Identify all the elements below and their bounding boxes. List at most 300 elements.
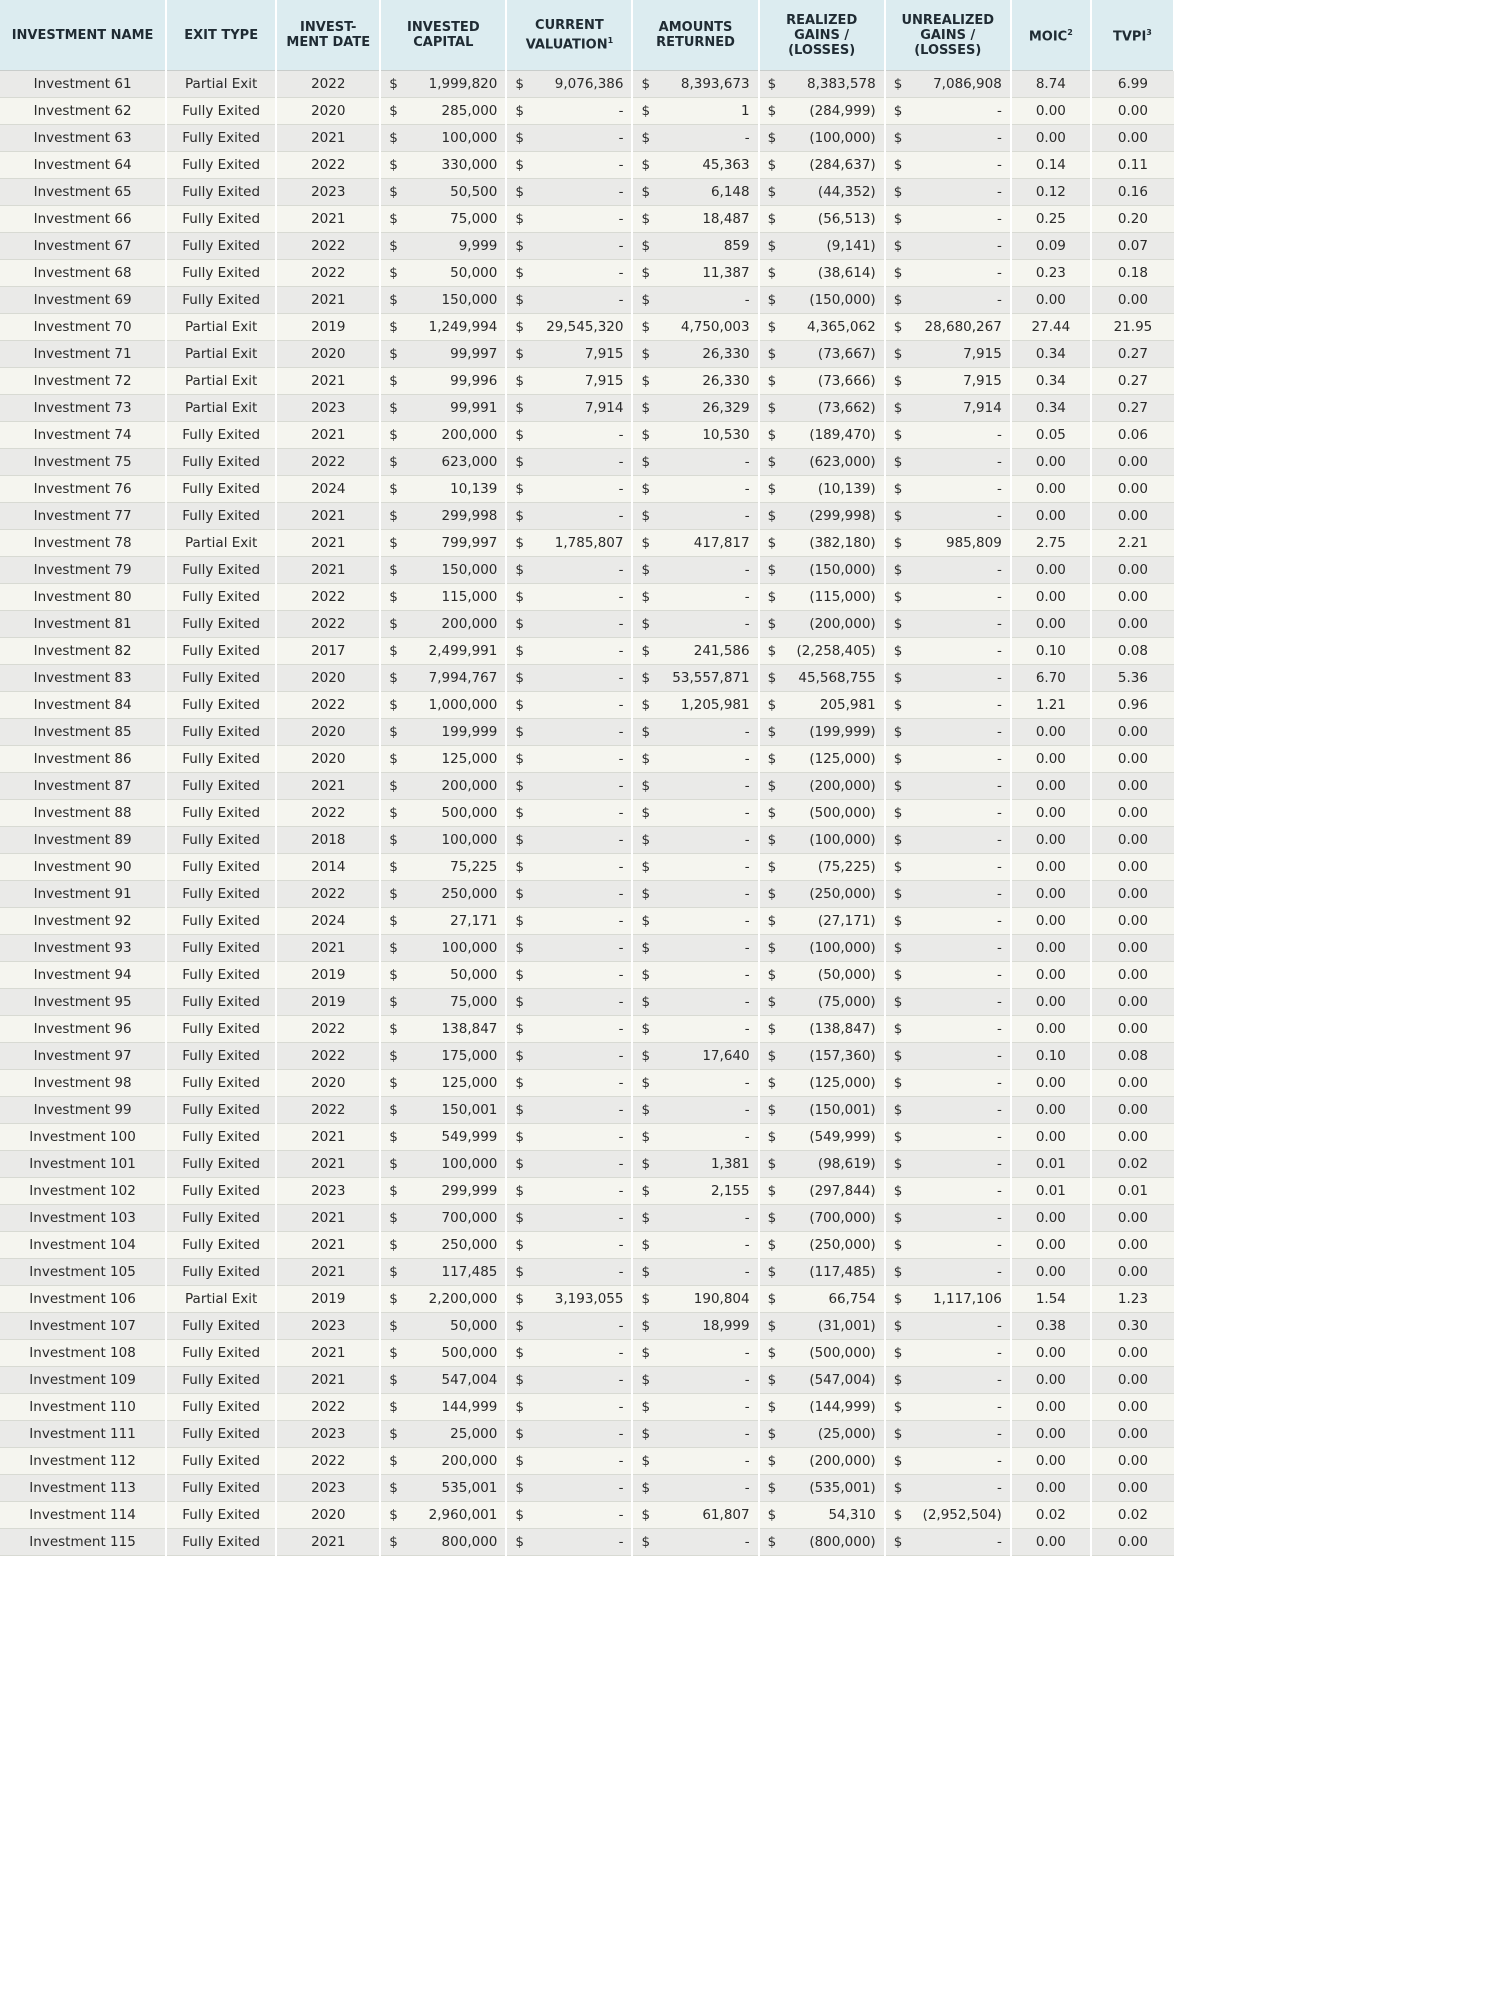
table-row — [0, 1448, 1174, 1475]
cell-returned-currency: $ — [632, 881, 654, 908]
cell-current-currency: $ — [506, 98, 528, 125]
header-date-line1: INVEST- — [300, 20, 357, 35]
cell-realized-currency: $ — [759, 584, 781, 611]
table-row — [0, 1259, 1174, 1286]
header-unrealized-line1: UNREALIZED — [901, 12, 995, 28]
cell-moic: 0.00 — [1011, 611, 1091, 638]
cell-invested-capital: 2,960,001 — [402, 1502, 506, 1529]
cell-invested-capital: 9,999 — [402, 233, 506, 260]
cell-tvpi: 0.27 — [1091, 368, 1174, 395]
cell-current-valuation: - — [528, 1178, 632, 1205]
cell-moic: 0.12 — [1011, 179, 1091, 206]
cell-invested-capital: 150,000 — [402, 557, 506, 584]
cell-unrealized-currency: $ — [885, 584, 907, 611]
cell-invested-currency: $ — [380, 314, 402, 341]
cell-exit-type: Fully Exited — [166, 260, 276, 287]
cell-investment-name: Investment 115 — [0, 1529, 166, 1556]
cell-tvpi: 0.00 — [1091, 1340, 1174, 1367]
cell-exit-type: Partial Exit — [166, 1286, 276, 1313]
cell-exit-type: Partial Exit — [166, 368, 276, 395]
header-investment-name-label: INVESTMENT NAME — [11, 27, 154, 43]
cell-returned-currency: $ — [632, 1529, 654, 1556]
cell-investment-date: 2021 — [276, 1124, 380, 1151]
table-row — [0, 341, 1174, 368]
cell-realized-currency: $ — [759, 476, 781, 503]
cell-unrealized-currency: $ — [885, 206, 907, 233]
cell-invested-capital: 800,000 — [402, 1529, 506, 1556]
cell-current-valuation: - — [528, 1151, 632, 1178]
cell-current-valuation: - — [528, 935, 632, 962]
table-row — [0, 1340, 1174, 1367]
cell-returned-currency: $ — [632, 692, 654, 719]
cell-exit-type: Fully Exited — [166, 692, 276, 719]
cell-invested-currency: $ — [380, 800, 402, 827]
cell-amounts-returned: - — [655, 1232, 759, 1259]
header-moic-label: MOIC — [1028, 29, 1068, 45]
cell-current-valuation: - — [528, 1529, 632, 1556]
cell-investment-date: 2022 — [276, 449, 380, 476]
cell-tvpi: 21.95 — [1091, 314, 1174, 341]
cell-unrealized-currency: $ — [885, 1340, 907, 1367]
cell-realized-currency: $ — [759, 341, 781, 368]
cell-investment-date: 2022 — [276, 1097, 380, 1124]
cell-unrealized-gains: - — [907, 287, 1011, 314]
cell-investment-date: 2021 — [276, 1529, 380, 1556]
cell-moic: 0.00 — [1011, 854, 1091, 881]
cell-amounts-returned: 11,387 — [655, 260, 759, 287]
cell-realized-currency: $ — [759, 935, 781, 962]
cell-unrealized-currency: $ — [885, 773, 907, 800]
cell-investment-name: Investment 79 — [0, 557, 166, 584]
cell-realized-currency: $ — [759, 395, 781, 422]
cell-invested-capital: 623,000 — [402, 449, 506, 476]
cell-invested-currency: $ — [380, 1475, 402, 1502]
cell-invested-capital: 75,000 — [402, 989, 506, 1016]
cell-tvpi: 0.00 — [1091, 800, 1174, 827]
cell-invested-capital: 125,000 — [402, 746, 506, 773]
cell-exit-type: Fully Exited — [166, 206, 276, 233]
cell-investment-date: 2021 — [276, 1205, 380, 1232]
cell-investment-name: Investment 76 — [0, 476, 166, 503]
table-row — [0, 152, 1174, 179]
cell-investment-date: 2021 — [276, 503, 380, 530]
cell-unrealized-currency: $ — [885, 1043, 907, 1070]
cell-exit-type: Fully Exited — [166, 1340, 276, 1367]
cell-moic: 0.10 — [1011, 638, 1091, 665]
cell-amounts-returned: 61,807 — [655, 1502, 759, 1529]
cell-current-valuation: - — [528, 260, 632, 287]
cell-exit-type: Fully Exited — [166, 1232, 276, 1259]
table-row — [0, 989, 1174, 1016]
cell-realized-currency: $ — [759, 1232, 781, 1259]
cell-unrealized-currency: $ — [885, 1232, 907, 1259]
cell-current-currency: $ — [506, 638, 528, 665]
cell-current-currency: $ — [506, 692, 528, 719]
cell-moic: 0.00 — [1011, 1205, 1091, 1232]
cell-moic: 0.00 — [1011, 1259, 1091, 1286]
header-realized-line1: REALIZED — [786, 12, 858, 28]
cell-moic: 0.00 — [1011, 287, 1091, 314]
cell-current-valuation: - — [528, 125, 632, 152]
cell-realized-currency: $ — [759, 665, 781, 692]
cell-realized-currency: $ — [759, 1043, 781, 1070]
cell-amounts-returned: - — [655, 1394, 759, 1421]
cell-unrealized-gains: - — [907, 206, 1011, 233]
cell-unrealized-currency: $ — [885, 422, 907, 449]
table-row — [0, 1529, 1174, 1556]
cell-current-valuation: 3,193,055 — [528, 1286, 632, 1313]
cell-moic: 6.70 — [1011, 665, 1091, 692]
cell-investment-name: Investment 61 — [0, 71, 166, 98]
cell-moic: 0.05 — [1011, 422, 1091, 449]
cell-unrealized-currency: $ — [885, 341, 907, 368]
cell-investment-name: Investment 95 — [0, 989, 166, 1016]
header-row — [0, 0, 1174, 71]
cell-tvpi: 0.00 — [1091, 935, 1174, 962]
cell-invested-currency: $ — [380, 908, 402, 935]
cell-moic: 0.00 — [1011, 1340, 1091, 1367]
cell-tvpi: 0.00 — [1091, 1097, 1174, 1124]
cell-realized-gains: (547,004) — [781, 1367, 885, 1394]
header-unrealized-line3: (LOSSES) — [914, 42, 982, 58]
cell-realized-gains: (31,001) — [781, 1313, 885, 1340]
cell-realized-gains: (100,000) — [781, 125, 885, 152]
cell-invested-currency: $ — [380, 611, 402, 638]
cell-unrealized-gains: - — [907, 773, 1011, 800]
cell-exit-type: Fully Exited — [166, 1529, 276, 1556]
cell-investment-date: 2022 — [276, 1448, 380, 1475]
cell-tvpi: 0.00 — [1091, 773, 1174, 800]
cell-tvpi: 0.07 — [1091, 233, 1174, 260]
cell-realized-currency: $ — [759, 1124, 781, 1151]
cell-amounts-returned: - — [655, 1097, 759, 1124]
cell-unrealized-currency: $ — [885, 1394, 907, 1421]
cell-investment-name: Investment 97 — [0, 1043, 166, 1070]
cell-exit-type: Fully Exited — [166, 989, 276, 1016]
cell-invested-capital: 150,001 — [402, 1097, 506, 1124]
cell-invested-currency: $ — [380, 1529, 402, 1556]
cell-exit-type: Fully Exited — [166, 287, 276, 314]
cell-investment-date: 2020 — [276, 719, 380, 746]
cell-tvpi: 0.08 — [1091, 638, 1174, 665]
cell-exit-type: Fully Exited — [166, 1475, 276, 1502]
cell-exit-type: Fully Exited — [166, 1070, 276, 1097]
cell-realized-gains: (75,225) — [781, 854, 885, 881]
cell-unrealized-currency: $ — [885, 1313, 907, 1340]
table-row — [0, 449, 1174, 476]
header-moic-footnote: 2 — [1067, 28, 1073, 38]
cell-investment-date: 2024 — [276, 476, 380, 503]
cell-tvpi: 6.99 — [1091, 71, 1174, 98]
cell-realized-currency: $ — [759, 287, 781, 314]
cell-unrealized-currency: $ — [885, 638, 907, 665]
table-row — [0, 638, 1174, 665]
cell-returned-currency: $ — [632, 1016, 654, 1043]
cell-amounts-returned: 17,640 — [655, 1043, 759, 1070]
cell-realized-gains: 54,310 — [781, 1502, 885, 1529]
cell-invested-capital: 27,171 — [402, 908, 506, 935]
cell-invested-capital: 1,249,994 — [402, 314, 506, 341]
cell-current-currency: $ — [506, 962, 528, 989]
cell-realized-currency: $ — [759, 989, 781, 1016]
cell-moic: 0.00 — [1011, 1097, 1091, 1124]
cell-realized-gains: (800,000) — [781, 1529, 885, 1556]
cell-returned-currency: $ — [632, 368, 654, 395]
cell-returned-currency: $ — [632, 1124, 654, 1151]
cell-unrealized-gains: - — [907, 1313, 1011, 1340]
cell-investment-date: 2022 — [276, 692, 380, 719]
cell-returned-currency: $ — [632, 935, 654, 962]
cell-realized-currency: $ — [759, 179, 781, 206]
cell-returned-currency: $ — [632, 395, 654, 422]
cell-unrealized-currency: $ — [885, 503, 907, 530]
cell-exit-type: Fully Exited — [166, 1043, 276, 1070]
cell-realized-gains: (73,662) — [781, 395, 885, 422]
cell-unrealized-gains: - — [907, 1016, 1011, 1043]
cell-moic: 0.34 — [1011, 341, 1091, 368]
cell-realized-currency: $ — [759, 1502, 781, 1529]
cell-current-currency: $ — [506, 476, 528, 503]
cell-unrealized-currency: $ — [885, 179, 907, 206]
cell-current-valuation: - — [528, 1313, 632, 1340]
cell-unrealized-currency: $ — [885, 665, 907, 692]
cell-realized-gains: (700,000) — [781, 1205, 885, 1232]
cell-realized-gains: (200,000) — [781, 773, 885, 800]
cell-unrealized-currency: $ — [885, 800, 907, 827]
cell-investment-name: Investment 67 — [0, 233, 166, 260]
table-row — [0, 1151, 1174, 1178]
cell-amounts-returned: 45,363 — [655, 152, 759, 179]
cell-realized-currency: $ — [759, 1340, 781, 1367]
cell-realized-gains: (535,001) — [781, 1475, 885, 1502]
cell-investment-name: Investment 73 — [0, 395, 166, 422]
cell-amounts-returned: 1,381 — [655, 1151, 759, 1178]
cell-unrealized-gains: 7,086,908 — [907, 71, 1011, 98]
cell-current-valuation: - — [528, 719, 632, 746]
cell-returned-currency: $ — [632, 557, 654, 584]
cell-amounts-returned: - — [655, 584, 759, 611]
cell-current-valuation: - — [528, 908, 632, 935]
cell-current-valuation: - — [528, 152, 632, 179]
cell-realized-gains: (10,139) — [781, 476, 885, 503]
cell-current-currency: $ — [506, 746, 528, 773]
cell-unrealized-gains: - — [907, 1151, 1011, 1178]
cell-unrealized-gains: - — [907, 98, 1011, 125]
cell-current-valuation: - — [528, 638, 632, 665]
cell-current-currency: $ — [506, 827, 528, 854]
cell-invested-currency: $ — [380, 692, 402, 719]
cell-current-currency: $ — [506, 1205, 528, 1232]
cell-exit-type: Fully Exited — [166, 1367, 276, 1394]
header-realized-line3: (LOSSES) — [788, 42, 856, 58]
cell-invested-currency: $ — [380, 287, 402, 314]
cell-investment-name: Investment 87 — [0, 773, 166, 800]
cell-amounts-returned: 18,487 — [655, 206, 759, 233]
cell-unrealized-gains: 985,809 — [907, 530, 1011, 557]
cell-realized-gains: (189,470) — [781, 422, 885, 449]
cell-unrealized-gains: - — [907, 1043, 1011, 1070]
header-tvpi-label: TVPI — [1113, 29, 1147, 45]
cell-unrealized-gains: 7,914 — [907, 395, 1011, 422]
cell-current-valuation: - — [528, 1043, 632, 1070]
cell-realized-gains: (284,999) — [781, 98, 885, 125]
cell-current-valuation: - — [528, 1448, 632, 1475]
cell-unrealized-currency: $ — [885, 827, 907, 854]
cell-unrealized-currency: $ — [885, 611, 907, 638]
cell-unrealized-gains: - — [907, 449, 1011, 476]
cell-exit-type: Fully Exited — [166, 773, 276, 800]
cell-current-valuation: - — [528, 1340, 632, 1367]
cell-unrealized-gains: - — [907, 557, 1011, 584]
cell-exit-type: Partial Exit — [166, 530, 276, 557]
cell-unrealized-currency: $ — [885, 152, 907, 179]
cell-investment-name: Investment 111 — [0, 1421, 166, 1448]
cell-realized-currency: $ — [759, 233, 781, 260]
cell-invested-capital: 547,004 — [402, 1367, 506, 1394]
cell-returned-currency: $ — [632, 287, 654, 314]
cell-amounts-returned: - — [655, 1016, 759, 1043]
cell-invested-capital: 535,001 — [402, 1475, 506, 1502]
cell-realized-gains: (144,999) — [781, 1394, 885, 1421]
cell-investment-date: 2018 — [276, 827, 380, 854]
cell-amounts-returned: - — [655, 719, 759, 746]
cell-investment-date: 2023 — [276, 1313, 380, 1340]
cell-invested-currency: $ — [380, 557, 402, 584]
cell-investment-name: Investment 70 — [0, 314, 166, 341]
cell-investment-date: 2014 — [276, 854, 380, 881]
cell-investment-date: 2020 — [276, 746, 380, 773]
cell-unrealized-gains: - — [907, 1232, 1011, 1259]
cell-unrealized-currency: $ — [885, 746, 907, 773]
cell-invested-capital: 200,000 — [402, 422, 506, 449]
cell-exit-type: Fully Exited — [166, 1151, 276, 1178]
cell-invested-currency: $ — [380, 665, 402, 692]
cell-current-currency: $ — [506, 1421, 528, 1448]
cell-investment-name: Investment 108 — [0, 1340, 166, 1367]
table-body — [0, 71, 1174, 1556]
cell-unrealized-gains: - — [907, 746, 1011, 773]
table-row — [0, 1205, 1174, 1232]
cell-returned-currency: $ — [632, 719, 654, 746]
cell-moic: 0.00 — [1011, 449, 1091, 476]
header-current-footnote: 1 — [607, 35, 614, 45]
cell-current-currency: $ — [506, 206, 528, 233]
cell-investment-name: Investment 74 — [0, 422, 166, 449]
cell-invested-currency: $ — [380, 503, 402, 530]
cell-investment-date: 2022 — [276, 71, 380, 98]
cell-tvpi: 0.00 — [1091, 503, 1174, 530]
cell-realized-gains: (9,141) — [781, 233, 885, 260]
cell-amounts-returned: 241,586 — [655, 638, 759, 665]
cell-moic: 1.21 — [1011, 692, 1091, 719]
cell-realized-gains: (250,000) — [781, 881, 885, 908]
cell-realized-currency: $ — [759, 1097, 781, 1124]
cell-investment-name: Investment 72 — [0, 368, 166, 395]
cell-tvpi: 0.00 — [1091, 719, 1174, 746]
cell-tvpi: 0.00 — [1091, 881, 1174, 908]
cell-exit-type: Fully Exited — [166, 962, 276, 989]
cell-current-valuation: 7,915 — [528, 341, 632, 368]
cell-investment-name: Investment 113 — [0, 1475, 166, 1502]
cell-invested-capital: 117,485 — [402, 1259, 506, 1286]
cell-realized-gains: (250,000) — [781, 1232, 885, 1259]
cell-tvpi: 0.20 — [1091, 206, 1174, 233]
cell-investment-name: Investment 107 — [0, 1313, 166, 1340]
cell-invested-capital: 100,000 — [402, 935, 506, 962]
cell-realized-currency: $ — [759, 314, 781, 341]
cell-returned-currency: $ — [632, 179, 654, 206]
cell-tvpi: 0.96 — [1091, 692, 1174, 719]
cell-current-currency: $ — [506, 557, 528, 584]
table-row — [0, 1313, 1174, 1340]
cell-realized-currency: $ — [759, 1421, 781, 1448]
cell-returned-currency: $ — [632, 530, 654, 557]
cell-realized-currency: $ — [759, 854, 781, 881]
cell-invested-capital: 150,000 — [402, 287, 506, 314]
cell-realized-gains: (199,999) — [781, 719, 885, 746]
cell-amounts-returned: - — [655, 881, 759, 908]
cell-investment-name: Investment 88 — [0, 800, 166, 827]
cell-realized-gains: (75,000) — [781, 989, 885, 1016]
cell-realized-gains: (50,000) — [781, 962, 885, 989]
table-row — [0, 368, 1174, 395]
cell-exit-type: Fully Exited — [166, 665, 276, 692]
cell-invested-currency: $ — [380, 1286, 402, 1313]
cell-moic: 0.00 — [1011, 719, 1091, 746]
header-realized-gains — [759, 0, 885, 71]
cell-unrealized-currency: $ — [885, 368, 907, 395]
cell-investment-name: Investment 91 — [0, 881, 166, 908]
cell-exit-type: Fully Exited — [166, 800, 276, 827]
cell-tvpi: 0.30 — [1091, 1313, 1174, 1340]
cell-unrealized-currency: $ — [885, 1178, 907, 1205]
cell-tvpi: 0.11 — [1091, 152, 1174, 179]
table-row — [0, 125, 1174, 152]
cell-realized-gains: (157,360) — [781, 1043, 885, 1070]
cell-unrealized-currency: $ — [885, 530, 907, 557]
cell-investment-name: Investment 66 — [0, 206, 166, 233]
table-row — [0, 314, 1174, 341]
cell-amounts-returned: 26,330 — [655, 368, 759, 395]
cell-investment-name: Investment 92 — [0, 908, 166, 935]
cell-invested-capital: 75,225 — [402, 854, 506, 881]
cell-current-valuation: - — [528, 800, 632, 827]
cell-current-currency: $ — [506, 665, 528, 692]
cell-unrealized-gains: - — [907, 638, 1011, 665]
cell-moic: 0.25 — [1011, 206, 1091, 233]
cell-invested-currency: $ — [380, 962, 402, 989]
cell-current-currency: $ — [506, 584, 528, 611]
cell-current-valuation: 7,915 — [528, 368, 632, 395]
cell-investment-date: 2021 — [276, 206, 380, 233]
cell-moic: 0.00 — [1011, 1070, 1091, 1097]
cell-moic: 0.00 — [1011, 746, 1091, 773]
cell-amounts-returned: - — [655, 1421, 759, 1448]
table-row — [0, 773, 1174, 800]
cell-current-valuation: - — [528, 692, 632, 719]
cell-exit-type: Fully Exited — [166, 1502, 276, 1529]
cell-invested-currency: $ — [380, 584, 402, 611]
cell-moic: 0.34 — [1011, 395, 1091, 422]
table-row — [0, 854, 1174, 881]
cell-current-valuation: - — [528, 557, 632, 584]
cell-invested-currency: $ — [380, 989, 402, 1016]
cell-investment-name: Investment 64 — [0, 152, 166, 179]
cell-realized-gains: 45,568,755 — [781, 665, 885, 692]
cell-current-currency: $ — [506, 854, 528, 881]
header-unrealized-line2: GAINS / — [920, 27, 976, 43]
cell-investment-name: Investment 103 — [0, 1205, 166, 1232]
